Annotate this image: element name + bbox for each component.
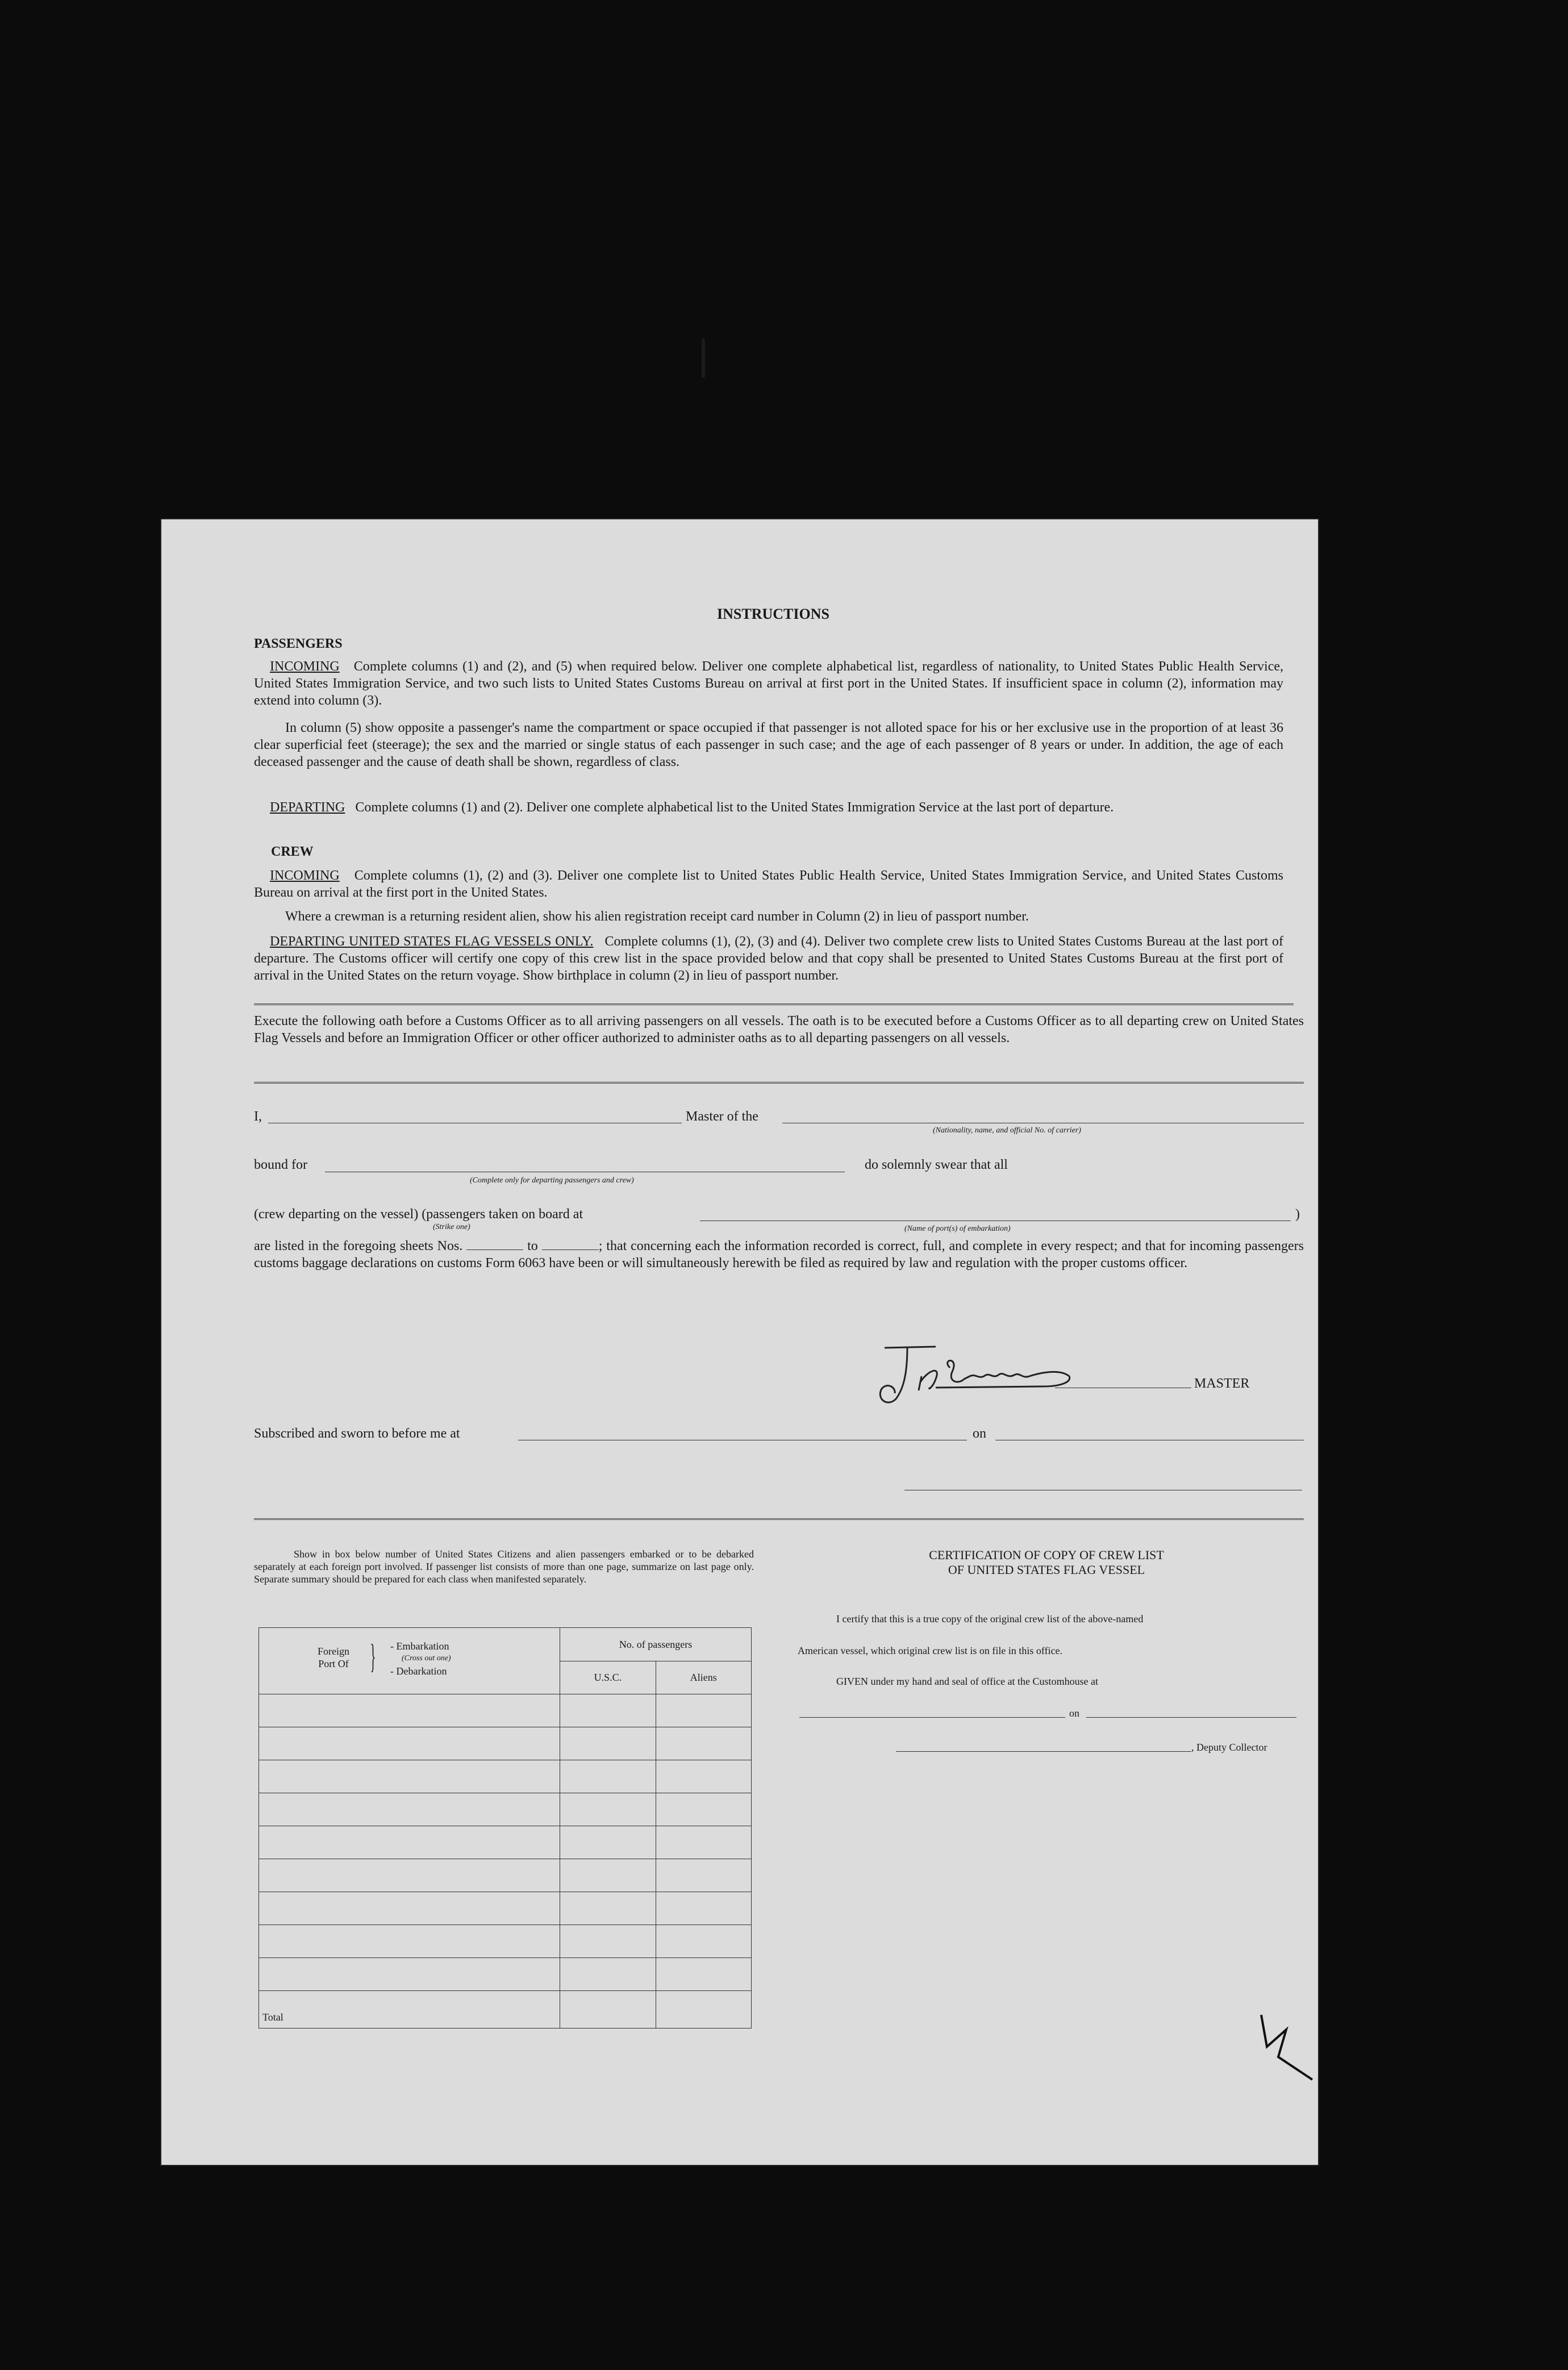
certification-date-field[interactable] [1086,1717,1296,1718]
margin-mark-4 [1251,2013,1319,2081]
aliens-header: Aliens [656,1661,751,1694]
usc-cell[interactable] [560,1958,656,1991]
i-label: I, [254,1109,262,1124]
close-paren: ) [1295,1207,1300,1222]
master-of-label: Master of the [686,1109,758,1124]
usc-total-cell[interactable] [560,1991,656,2029]
bound-for-label: bound for [254,1157,307,1172]
no-of-passengers-header: No. of passengers [560,1628,752,1661]
deputy-signature-field[interactable] [896,1751,1191,1752]
usc-cell[interactable] [560,1892,656,1925]
customhouse-field[interactable] [799,1717,1065,1718]
port-header-cell [259,1628,560,1694]
on-label: on [973,1426,986,1441]
listed-rest: ; that concerning each the information recorded is correct, full, and complete in every respect; and that for incoming passengers customs baggage declarations on customs Form 6063 have been or will simultaneously herewith be filed as required by law and regulation with the proper customs officer. [254,1239,1304,1271]
divider [254,1003,1294,1005]
brace-icon: } [370,1638,376,1675]
instructions-title: INSTRUCTIONS [717,606,829,622]
sheet-to-field[interactable] [542,1239,599,1250]
certification-title [796,1548,1296,1577]
crew-incoming-label: INCOMING [270,868,340,883]
port-cell[interactable] [259,1760,560,1793]
table-row [259,1793,752,1826]
table-total-row [259,1991,752,2029]
certify-line2: American vessel, which original crew list is on file in this office. [798,1645,1063,1656]
divider [254,1082,1304,1084]
scan-artifact [702,338,705,378]
sheet-from-field[interactable] [466,1239,523,1250]
departing-flag-text: Complete columns (1), (2), (3) and (4). Deliver two complete crew lists to United States Customs Bureau at the last port of departure. The Customs officer will certify one copy of this crew list in the space provided below and that copy shall be presented to United States Customs Bureau at the first port of arrival in the United States on the return voyage. Show birthplace in column (2) in lieu of passport number. [254,934,1283,983]
aliens-cell[interactable] [656,1892,751,1925]
table-row [259,1859,752,1892]
passengers-heading: PASSENGERS [254,636,343,651]
usc-cell[interactable] [560,1826,656,1859]
aliens-cell[interactable] [656,1694,751,1727]
aliens-cell[interactable] [656,1925,751,1958]
port-cell[interactable] [259,1727,560,1760]
port-cell[interactable] [259,1859,560,1892]
listed-paragraph [254,1238,1304,1272]
foreign-port-of-label: Foreign Port Of [318,1646,349,1669]
table-row [259,1694,752,1727]
table-row [259,1727,752,1760]
port-cell[interactable] [259,1793,560,1826]
departing-flag-label: DEPARTING UNITED STATES FLAG VESSELS ONLY. [270,934,594,949]
table-header-row [259,1628,752,1661]
swear-text: do solemnly swear that all [865,1157,1008,1172]
column5-paragraph: In column (5) show opposite a passenger's name the compartment or space occupied if that passenger is not alloted space for his or her exclusive use in the proportion of at least 36 clear superficial feet (steerage); the sex and the married or single status of each passenger in such case; and the age of each passenger of 8 years or under. In addition, the age of each deceased passenger and the cause of death shall be shown, regardless of class. [254,720,1283,769]
departing-label: DEPARTING [270,800,345,815]
summary-note: Show in box below number of United States Citizens and alien passengers embarked or to be debarked separately at each foreign port involved. If passenger list consists of more than one page, summarize on last page only. Separate summary should be prepared for each class when manifested separately. [254,1548,754,1585]
usc-cell[interactable] [560,1859,656,1892]
bound-caption: (Complete only for departing passengers and crew) [470,1176,634,1185]
crew-incoming-paragraph [254,867,1283,901]
port-cell[interactable] [259,1694,560,1727]
usc-header: U.S.C. [560,1661,656,1694]
deputy-collector-label: , Deputy Collector [1191,1742,1267,1753]
embarkation-label: - Embarkation [390,1640,449,1652]
table-row [259,1760,752,1793]
aliens-cell[interactable] [656,1793,751,1826]
crew-heading: CREW [271,844,314,859]
departing-flag-paragraph [254,933,1283,984]
certification-title-line2: OF UNITED STATES FLAG VESSEL [948,1563,1145,1577]
cross-out-caption: (Cross out one) [402,1654,451,1663]
port-cell[interactable] [259,1958,560,1991]
usc-cell[interactable] [560,1694,656,1727]
total-label: Total [259,1991,560,2029]
table-row [259,1892,752,1925]
certification-on-label: on [1069,1707,1079,1719]
table-row [259,1925,752,1958]
usc-cell[interactable] [560,1793,656,1826]
departing-text: Complete columns (1) and (2). Deliver one complete alphabetical list to the United States Immigration Service at the last port of departure. [355,800,1114,815]
incoming-label: INCOMING [270,659,340,674]
divider [254,1518,1304,1520]
subscribed-text: Subscribed and sworn to before me at [254,1426,460,1441]
given-text: GIVEN under my hand and seal of office at the Customhouse at [836,1676,1099,1687]
crew-incoming-text: Complete columns (1), (2) and (3). Deliver one complete list to United States Public Health Service, United States Immigration Service, and United States Customs Bureau on arrival at the first port in the United States. [254,868,1283,900]
oath-intro: Execute the following oath before a Customs Officer as to all arriving passengers on all vessels. The oath is to be executed before a Customs Officer as to all departing crew on United States Flag Vessels and before an Immigration Officer or other officer authorized to administer oaths as to all departing passengers on all vessels. [254,1014,1304,1046]
usc-cell[interactable] [560,1727,656,1760]
aliens-cell[interactable] [656,1859,751,1892]
to-label: to [527,1239,538,1253]
listed-prefix: are listed in the foregoing sheets Nos. [254,1239,463,1253]
certification-title-line1: CERTIFICATION OF COPY OF CREW LIST [929,1548,1164,1562]
carrier-caption: (Nationality, name, and official No. of carrier) [933,1126,1081,1135]
aliens-cell[interactable] [656,1958,751,1991]
port-cell[interactable] [259,1826,560,1859]
incoming-text: Complete columns (1) and (2), and (5) when required below. Deliver one complete alphabetical list, regardless of nationality, to United States Public Health Service, United States Immigration Service, and two such lists to United States Customs Bureau on arrival at first port in the United States. If insufficient space in column (2), information may extend into column (3). [254,659,1284,708]
debarkation-label: - Debarkation [390,1665,447,1677]
usc-cell[interactable] [560,1760,656,1793]
passenger-summary-table [258,1627,752,2029]
aliens-cell[interactable] [656,1727,751,1760]
table-row [259,1826,752,1859]
ports-caption: (Name of port(s) of embarkation) [904,1224,1011,1233]
port-cell[interactable] [259,1925,560,1958]
document-page [160,518,1319,2166]
incoming-paragraph [254,658,1283,709]
port-cell[interactable] [259,1892,560,1925]
aliens-cell[interactable] [656,1826,751,1859]
table-row [259,1958,752,1991]
aliens-total-cell[interactable] [656,1991,751,2029]
strike-one-caption: (Strike one) [433,1223,470,1231]
usc-cell[interactable] [560,1925,656,1958]
master-signature [873,1336,1135,1410]
aliens-cell[interactable] [656,1760,751,1793]
departing-paragraph [254,799,1283,816]
master-label: MASTER [1194,1376,1250,1391]
certify-line1: I certify that this is a true copy of the original crew list of the above-named [836,1613,1144,1625]
crew-departing-text: (crew departing on the vessel) (passengers taken on board at [254,1207,583,1222]
crew-resident-paragraph: Where a crewman is a returning resident alien, show his alien registration receipt card number in Column (2) in lieu of passport number. [285,909,1029,924]
